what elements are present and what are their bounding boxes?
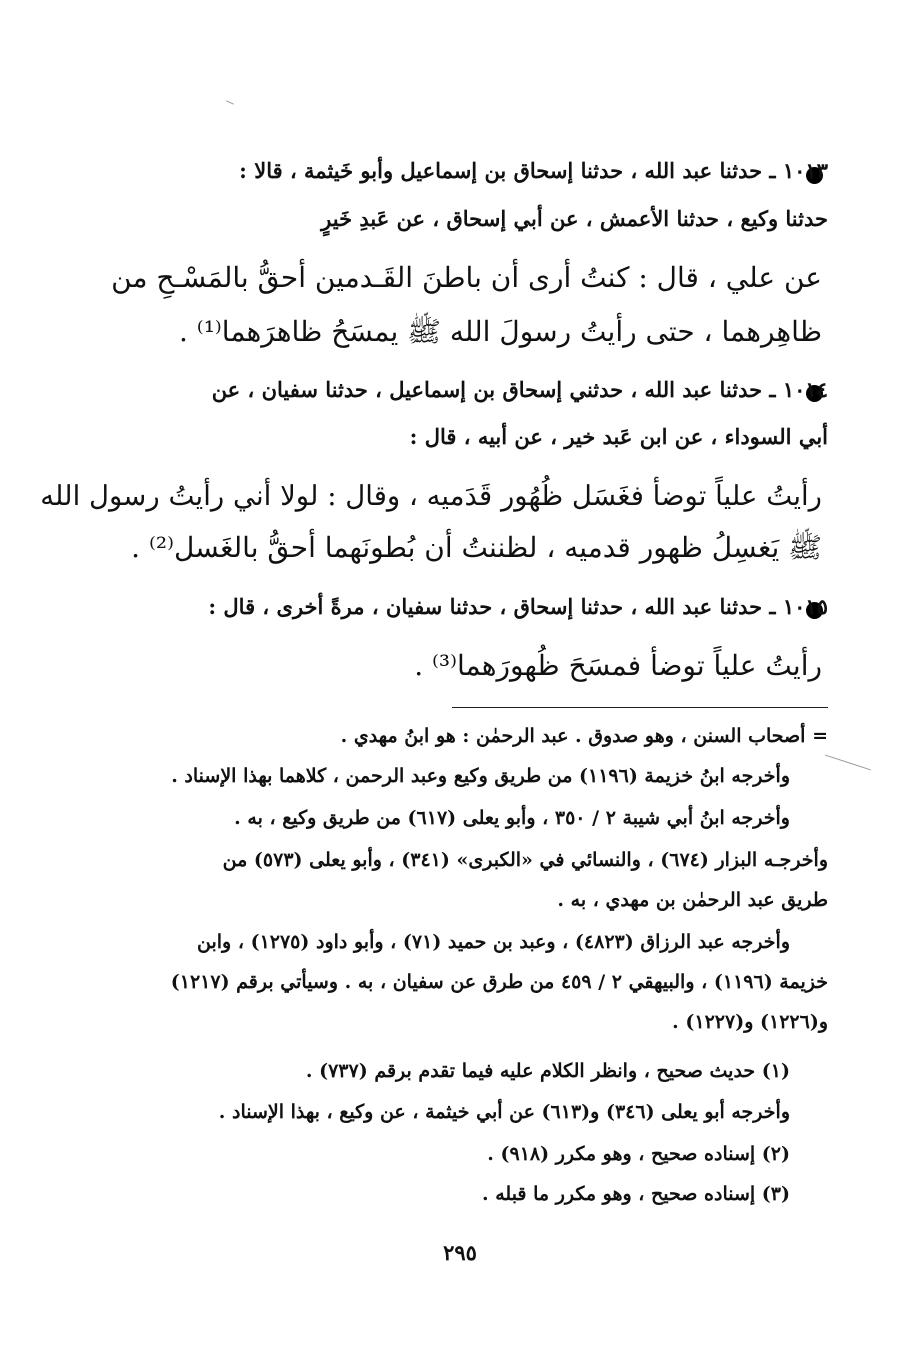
hadith-matn-line: رأيتُ علياً توضأ فمسَحَ ظُهورَهما⁽³⁾ . (414, 649, 822, 682)
hadith-matn-line: ﷺ يَغسِلُ ظهور قدميه ، لظننتُ أن بُطونَهما أحقُّ بالغَسل⁽²⁾ . (131, 531, 822, 564)
footnote-separator (452, 707, 828, 708)
footnote-line: خزيمة (١١٩٦) ، والبيهقي ٢ / ٤٥٩ من طرق عن سفيان ، به . وسيأتي برقم (١٢١٧) (170, 971, 828, 993)
footnote-line: وأخرجه عبد الرزاق (٤٨٢٣) ، وعبد بن حميد (٧١) ، وأبو داود (١٢٧٥) ، وابن (197, 931, 790, 953)
footnote-line: وأخرجـه البزار (٦٧٤) ، والنسائي في «الكبرى» (٣٤١) ، وأبو يعلى (٥٧٣) من (222, 849, 828, 871)
hadith-isnad-line: ١٠١٥ ـ حدثنا عبد الله ، حدثنا إسحاق ، حدثنا سفيان ، مرةً أخرى ، قال : (208, 594, 828, 619)
scan-mark (825, 755, 871, 771)
footnote-line: (٣) إسناده صحيح ، وهو مكرر ما قبله . (481, 1183, 790, 1205)
hadith-matn-line: عن علي ، قال : كنتُ أرى أن باطنَ القَـدمين أحقُّ بالمَسْـحِ من (111, 261, 822, 294)
hadith-isnad-line: ١٠١٤ ـ حدثنا عبد الله ، حدثني إسحاق بن إسماعيل ، حدثنا سفيان ، عن (211, 377, 828, 402)
hadith-isnad-line: حدثنا وكيع ، حدثنا الأعمش ، عن أبي إسحاق ، عن عَبدِ خَيرٍ (321, 206, 828, 231)
footnote-line: وأخرجه ابنُ خزيمة (١١٩٦) من طريق وكيع وعبد الرحمن ، كلاهما بهذا الإسناد . (171, 765, 790, 787)
footnote-line: (١) حديث صحيح ، وانظر الكلام عليه فيما تقدم برقم (٧٣٧) . (305, 1060, 790, 1082)
hadith-matn-line: رأيتُ علياً توضأ فغَسَل ظُهُور قَدَميه ، وقال : لولا أني رأيتُ رسول الله (40, 479, 822, 512)
hadith-isnad-line: أبي السوداء ، عن ابن عَبد خير ، عن أبيه ، قال : (409, 424, 828, 449)
scan-mark (226, 100, 234, 104)
footnote-line: وأخرجه أبو يعلى (٣٤٦) و(٦١٣) عن أبي خيثمة ، عن وكيع ، بهذا الإسناد . (218, 1101, 790, 1123)
footnote-line: (٢) إسناده صحيح ، وهو مكرر (٩١٨) . (487, 1143, 790, 1165)
footnote-line: و(١٢٢٦) و(١٢٢٧) . (672, 1011, 828, 1033)
footnote-line: = أصحاب السنن ، وهو صدوق . عبد الرحمٰن : هو ابنُ مهدي . (340, 725, 828, 747)
page-number: ٢٩٥ (443, 1240, 477, 1265)
footnote-line: وأخرجه ابنُ أبي شيبة ٢ / ٣٥٠ ، وأبو يعلى (٦١٧) من طريق وكيع ، به . (234, 807, 790, 829)
hadith-isnad-line: ١٠١٣ ـ حدثنا عبد الله ، حدثنا إسحاق بن إسماعيل وأبو خَيثمة ، قالا : (239, 158, 828, 183)
footnote-line: طريق عبد الرحمٰن بن مهدي ، به . (557, 889, 828, 911)
hadith-matn-line: ظاهِرهما ، حتى رأيتُ رسولَ الله ﷺ يمسَحُ ظاهرَهما⁽¹⁾ . (179, 315, 822, 348)
